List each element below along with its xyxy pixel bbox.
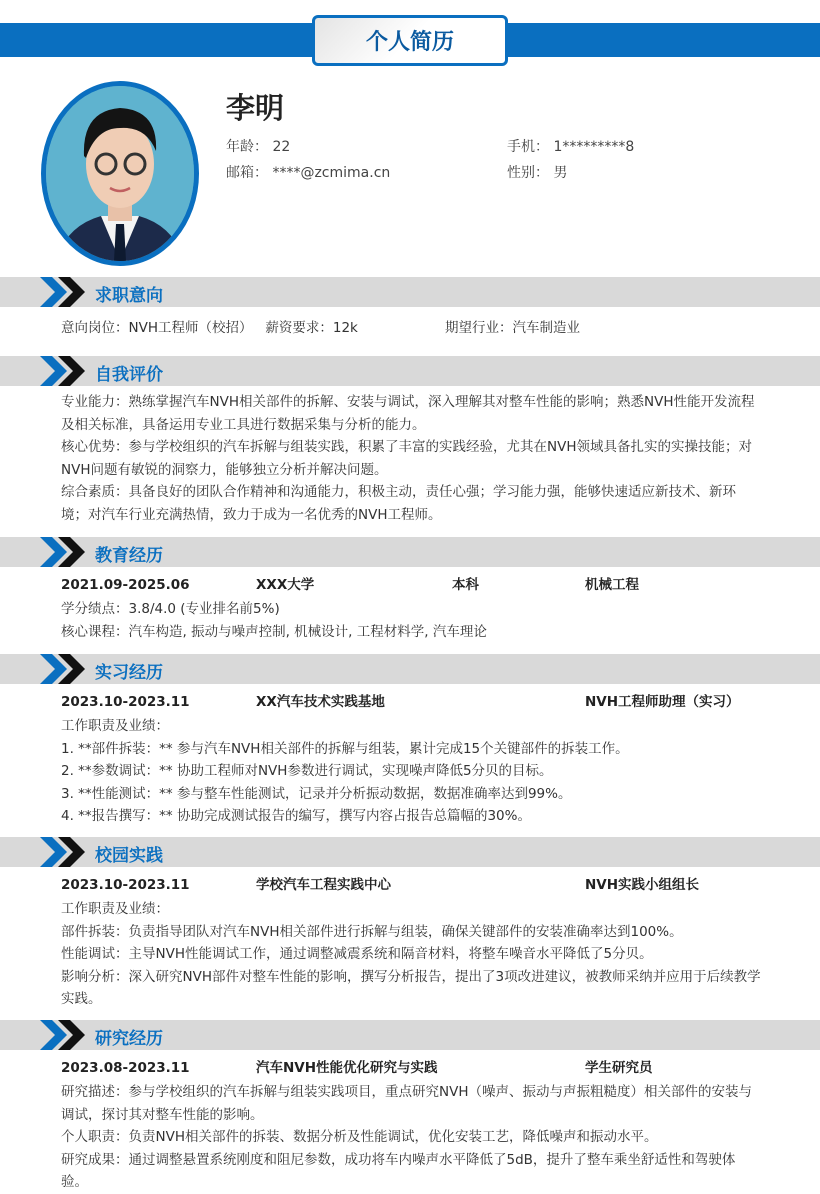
section-title: 研究经历 (95, 1029, 163, 1049)
section-header-education (0, 537, 820, 567)
intern-line: 4. **报告撰写：** 协助完成测试报告的编写，撰写内容占报告总篇幅的30%。 (61, 808, 531, 824)
research-org: 汽车NVH性能优化研究与实践 (256, 1060, 438, 1076)
edu-degree: 本科 (452, 577, 479, 593)
research-line: 研究成果：通过调整悬置系统刚度和阻尼参数，成功将车内噪声水平降低了5dB，提升了整车乘坐舒适性和驾驶体验。 (61, 1151, 736, 1190)
candidate-name: 李明 (226, 91, 285, 125)
intern-org: XX汽车技术实践基地 (256, 694, 385, 710)
chevron-icon (40, 1020, 90, 1050)
page-title: 个人简历 (312, 15, 508, 66)
intern-line: 工作职责及业绩： (61, 718, 169, 734)
chevron-icon (40, 537, 90, 567)
education-content (61, 574, 761, 643)
phone (507, 136, 634, 156)
intent-salary: 薪资要求：12k (265, 320, 358, 336)
campus-content (61, 874, 761, 1011)
section-header-research (0, 1020, 820, 1050)
age-value: 22 (272, 139, 291, 155)
campus-role: NVH实践小组组长 (585, 877, 700, 893)
email-label: 邮箱： (226, 165, 268, 181)
campus-org: 学校汽车工程实践中心 (256, 877, 391, 893)
section-header-internship (0, 654, 820, 684)
research-content (61, 1057, 761, 1194)
intent-content (61, 317, 761, 340)
intern-line: 3. **性能测试：** 参与整车性能测试，记录并分析振动数据，数据准确率达到99%。 (61, 785, 572, 802)
campus-line: 影响分析：深入研究NVH部件对整车性能的影响，撰写分析报告，提出了3项改进建议，被教师采纳并应用于后续教学实践。 (61, 968, 761, 1007)
email-value: ****@zcmima.cn (272, 165, 391, 181)
phone-value: 1*********8 (553, 139, 635, 155)
section-header-intent (0, 277, 820, 307)
age-label: 年龄： (226, 139, 268, 155)
campus-date: 2023.10-2023.11 (61, 877, 190, 893)
section-header-campus (0, 837, 820, 867)
campus-line: 工作职责及业绩： (61, 901, 169, 917)
self-line: 综合素质：具备良好的团队合作精神和沟通能力，积极主动，责任心强；学习能力强，能够快速适应新技术、新环境；对汽车行业充满热情，致力于成为一名优秀的NVH工程师。 (61, 484, 736, 523)
edu-line: 学分绩点：3.8/4.0 (专业排名前5%) (61, 601, 280, 617)
chevron-icon (40, 837, 90, 867)
email (226, 162, 390, 182)
chevron-icon (40, 356, 90, 386)
section-title: 校园实践 (95, 846, 163, 866)
education-row (61, 574, 761, 598)
section-title: 自我评价 (95, 365, 163, 385)
research-line: 个人职责：负责NVH相关部件的拆装、数据分析及性能调试，优化安装工艺，降低噪声和振动水平。 (61, 1129, 658, 1145)
internship-row (61, 691, 761, 715)
chevron-icon (40, 277, 90, 307)
intern-role: NVH工程师助理（实习） (585, 694, 740, 710)
section-title: 求职意向 (95, 286, 163, 306)
intern-line: 2. **参数调试：** 协助工程师对NVH参数进行调试，实现噪声降低5分贝的目标。 (61, 763, 553, 779)
section-header-self (0, 356, 820, 386)
section-title: 实习经历 (95, 663, 163, 683)
age (226, 136, 290, 156)
avatar-photo (41, 81, 199, 266)
gender (507, 162, 567, 182)
intern-date: 2023.10-2023.11 (61, 694, 190, 710)
research-row (61, 1057, 761, 1081)
edu-school: XXX大学 (256, 577, 315, 593)
research-role: 学生研究员 (585, 1060, 653, 1076)
edu-major: 机械工程 (585, 577, 639, 593)
campus-line: 性能调试：主导NVH性能调试工作，通过调整减震系统和隔音材料，将整车噪音水平降低了5分贝。 (61, 946, 653, 962)
intent-industry: 期望行业：汽车制造业 (445, 320, 580, 336)
intern-line: 1. **部件拆装：** 参与汽车NVH相关部件的拆解与组装，累计完成15个关键部件的拆装工作。 (61, 740, 629, 757)
campus-line: 部件拆装：负责指导团队对汽车NVH相关部件进行拆解与组装，确保关键部件的安装准确率达到100%。 (61, 923, 683, 940)
internship-content (61, 691, 761, 828)
edu-line: 核心课程：汽车构造, 振动与噪声控制, 机械设计, 工程材料学, 汽车理论 (61, 623, 487, 640)
section-title: 教育经历 (95, 546, 163, 566)
research-line: 研究描述：参与学校组织的汽车拆解与组装实践项目，重点研究NVH（噪声、振动与声振粗糙度）相关部件的安装与调试，探讨其对整车性能的影响。 (61, 1084, 752, 1123)
self-line: 专业能力：熟练掌握汽车NVH相关部件的拆解、安装与调试，深入理解其对整车性能的影响；熟悉NVH性能开发流程及相关标准，具备运用专业工具进行数据采集与分析的能力。 (61, 394, 755, 433)
edu-date: 2021.09-2025.06 (61, 577, 190, 593)
phone-label: 手机： (507, 139, 549, 155)
intent-position: 意向岗位：NVH工程师（校招） (61, 320, 253, 336)
self-content (61, 391, 761, 526)
chevron-icon (40, 654, 90, 684)
campus-row (61, 874, 761, 898)
gender-value: 男 (553, 165, 568, 181)
research-date: 2023.08-2023.11 (61, 1060, 190, 1076)
gender-label: 性别： (507, 165, 549, 181)
self-line: 核心优势：参与学校组织的汽车拆解与组装实践，积累了丰富的实践经验，尤其在NVH领域具备扎实的实操技能；对NVH问题有敏锐的洞察力，能够独立分析并解决问题。 (61, 439, 752, 478)
